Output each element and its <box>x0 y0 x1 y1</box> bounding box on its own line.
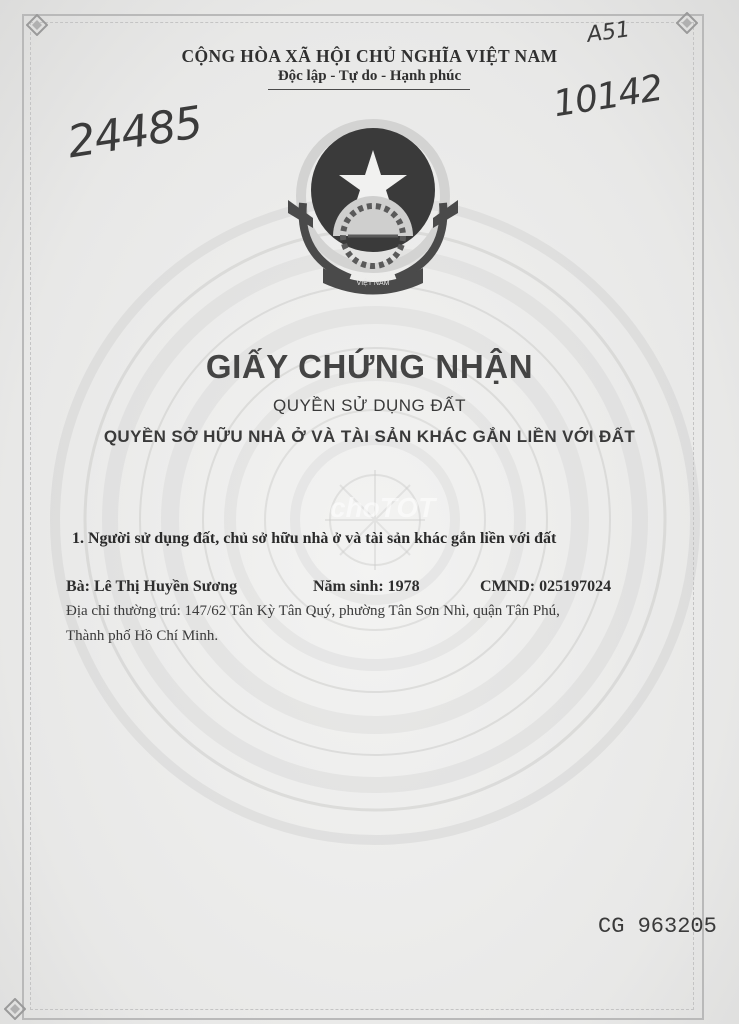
permanent-address-line-1: Địa chỉ thường trú: 147/62 Tân Kỳ Tân Quý, phường Tân Sơn Nhì, quận Tân Phú, <box>66 603 560 619</box>
motto-underline <box>268 89 470 90</box>
national-title: CỘNG HÒA XÃ HỘI CHỦ NGHĨA VIỆT NAM <box>181 46 558 66</box>
id-number: CMND: 025197024 <box>480 578 612 595</box>
handwritten-number-right: 10142 <box>550 67 666 126</box>
corner-ornament-bottom-left <box>4 998 26 1020</box>
section-1-heading: 1. Người sử dụng đất, chủ sở hữu nhà ở và tài sản khác gắn liền với đất <box>72 530 557 547</box>
corner-ornament-top-right <box>676 12 698 34</box>
corner-ornament-top-left <box>26 14 48 36</box>
serial-number: CG 963205 <box>598 914 717 939</box>
national-emblem-icon <box>278 118 468 298</box>
emblem-label: VIỆT NAM <box>356 280 390 287</box>
permanent-address-line-2: Thành phố Hồ Chí Minh. <box>66 628 219 644</box>
birth-year: Năm sinh: 1978 <box>313 578 420 595</box>
national-motto: Độc lập - Tự do - Hạnh phúc <box>277 68 462 84</box>
watermark: choTOT <box>330 492 436 523</box>
handwritten-number-left: 24485 <box>64 96 206 169</box>
certificate-subtitle-land-use: QUYỀN SỬ DỤNG ĐẤT <box>272 396 467 415</box>
certificate-subtitle-house-ownership: QUYỀN SỞ HỮU NHÀ Ở VÀ TÀI SẢN KHÁC GẮN LIỀN VỚI ĐẤT <box>103 427 636 446</box>
handwritten-note-top-right: A51 <box>585 17 632 48</box>
certificate-title: GIẤY CHỨNG NHẬN <box>205 348 534 385</box>
owner-name: Bà: Lê Thị Huyền Sương <box>66 578 238 595</box>
